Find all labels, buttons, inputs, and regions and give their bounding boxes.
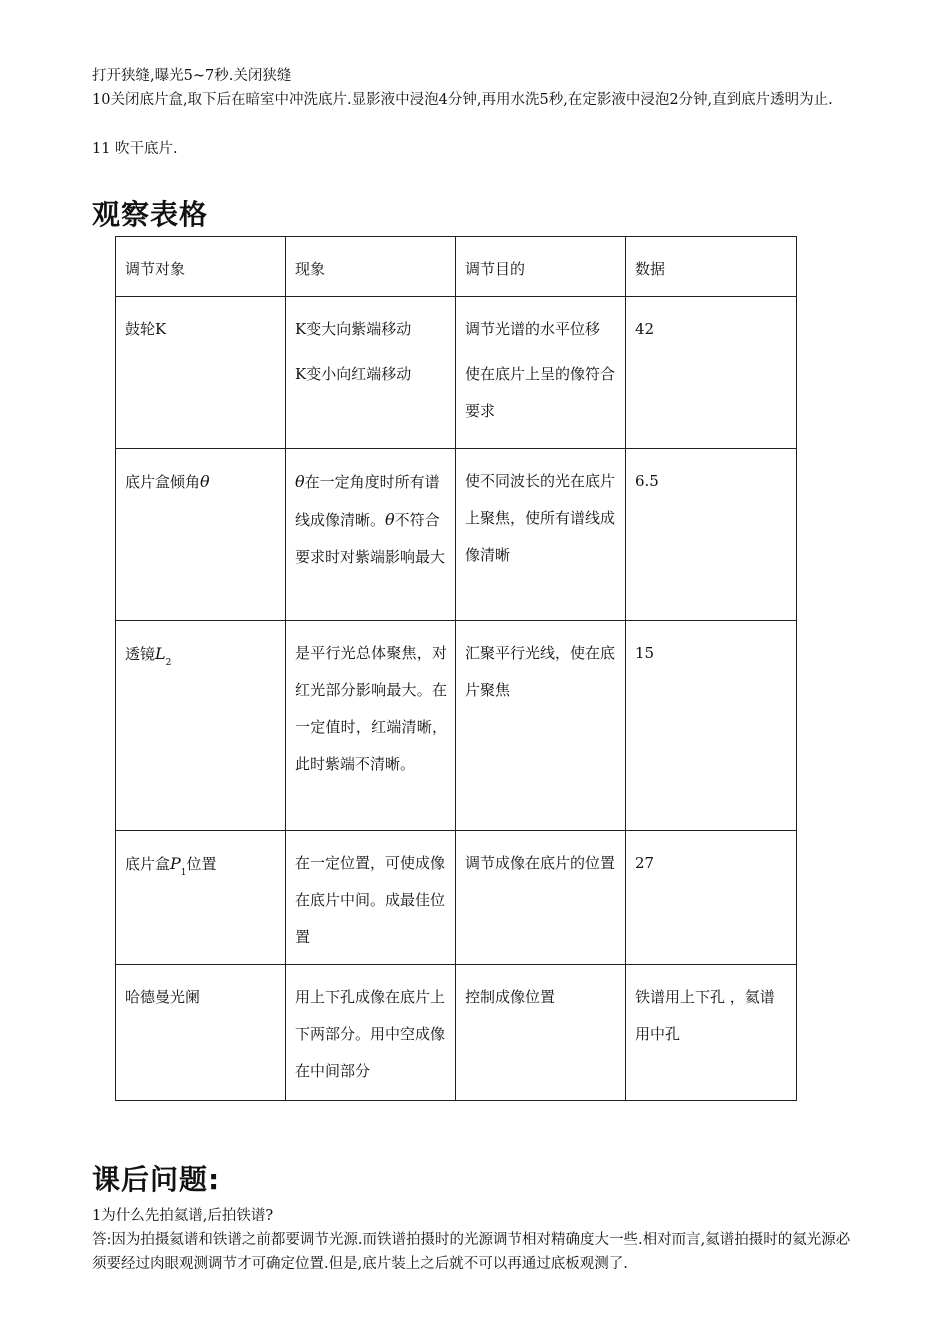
theta-symbol: θ xyxy=(295,472,305,491)
object-cell xyxy=(116,449,286,621)
intro-step-11: 11 吹干底片. xyxy=(92,141,178,157)
phenomenon-cell: 是平行光总体聚焦，对红光部分影响最大。在一定值时，红端清晰，此时紫端不清晰。 xyxy=(286,621,456,831)
purpose-cell: 汇聚平行光线，使在底片聚焦 xyxy=(456,621,626,831)
object-label: 底片盒 xyxy=(125,855,171,873)
object-cell: 鼓轮K xyxy=(116,297,286,449)
purpose-cell: 控制成像位置 xyxy=(456,965,626,1101)
phenomenon-cell: 在一定位置，可使成像在底片中间。成最佳位置 xyxy=(286,831,456,965)
phenomenon-cell xyxy=(286,449,456,621)
purpose-line: 使在底片上呈的像符合要求 xyxy=(465,365,616,420)
observation-table xyxy=(115,236,797,1101)
header-cell: 调节对象 xyxy=(116,237,286,297)
data-cell: 铁谱用上下孔 ，氦谱用中孔 xyxy=(626,965,797,1101)
table-row xyxy=(116,621,797,831)
object-cell xyxy=(116,831,286,965)
purpose-cell: 调节成像在底片的位置 xyxy=(456,831,626,965)
header-cell: 现象 xyxy=(286,237,456,297)
phenomenon-cell xyxy=(286,297,456,449)
phenomenon-cell: 用上下孔成像在底片上下两部分。用中空成像在中间部分 xyxy=(286,965,456,1101)
object-label: 透镜 xyxy=(125,645,156,663)
data-cell: 42 xyxy=(626,297,797,449)
phenomenon-text: 在一定角度时所有谱线成像清晰。 xyxy=(295,473,440,529)
lens-subscript: 2 xyxy=(165,658,172,668)
theta-symbol: θ xyxy=(385,510,395,529)
question-1: 1为什么先拍氦谱,后拍铁谱? xyxy=(92,1208,274,1224)
data-cell: 15 xyxy=(626,621,797,831)
intro-line-1: 打开狭缝,曝光5~7秒.关闭狭缝 xyxy=(92,68,292,84)
object-label-suffix: 位置 xyxy=(186,855,217,873)
purpose-line: 调节光谱的水平位移 xyxy=(465,320,601,338)
intro-step-10: 10关闭底片盒,取下后在暗室中冲洗底片.显影液中浸泡4分钟,再用水洗5秒,在定影液中浸泡2分钟,直到底片透明为止. xyxy=(92,92,833,108)
table-row xyxy=(116,831,797,965)
table-header-row xyxy=(116,237,797,297)
plate-symbol: P xyxy=(170,854,181,873)
phenomenon-line: K变大向紫端移动 xyxy=(295,320,412,338)
object-cell xyxy=(116,621,286,831)
phenomenon-line: K变小向红端移动 xyxy=(295,365,412,383)
header-cell: 数据 xyxy=(626,237,797,297)
questions-title: 课后问题: xyxy=(92,1163,221,1196)
header-cell: 调节目的 xyxy=(456,237,626,297)
data-cell: 27 xyxy=(626,831,797,965)
purpose-cell xyxy=(456,297,626,449)
phenomenon-text: 不符合要求时对紫端影响最大 xyxy=(295,511,446,566)
data-cell: 6.5 xyxy=(626,449,797,621)
table-section-title: 观察表格 xyxy=(92,198,209,231)
answer-1: 答:因为拍摄氦谱和铁谱之前都要调节光源.而铁谱拍摄时的光源调节相对精确度大一些.相对而言,氦谱拍摄时的氦光源必须要经过肉眼观测调节才可确定位置.但是,底片装上之后就不可以再通过底板观测了. xyxy=(92,1232,851,1272)
plate-subscript: 1 xyxy=(180,868,187,878)
object-label: 底片盒倾角 xyxy=(125,473,201,491)
purpose-cell: 使不同波长的光在底片上聚焦，使所有谱线成像清晰 xyxy=(456,449,626,621)
theta-symbol: θ xyxy=(200,472,210,491)
table-row xyxy=(116,965,797,1101)
lens-symbol: L xyxy=(155,644,166,663)
table-row xyxy=(116,449,797,621)
table-row xyxy=(116,297,797,449)
object-cell: 哈德曼光阑 xyxy=(116,965,286,1101)
